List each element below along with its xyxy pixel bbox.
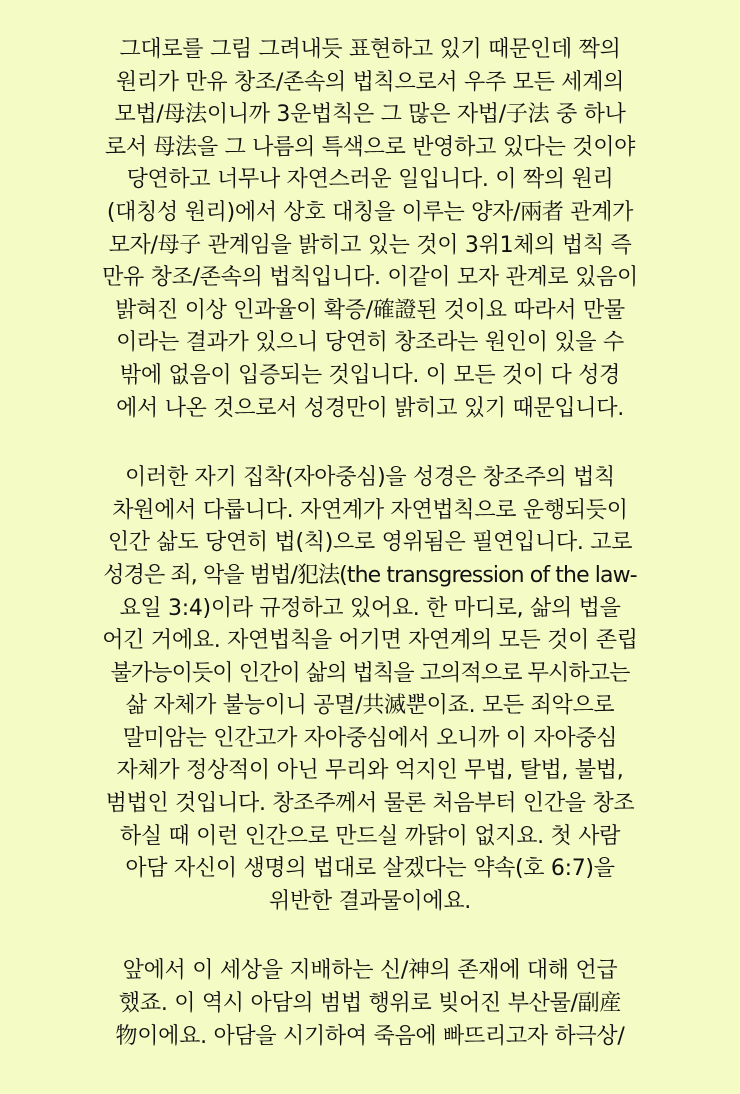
text-line: 요일 3:4)이라 규정하고 있어요. 한 마디로, 삶의 법을 [119, 595, 621, 621]
text-line: 자체가 정상적이 아닌 무리와 억지인 무법, 탈법, 불법, [116, 758, 624, 784]
text-line: 앞에서 이 세상을 지배하는 신/神의 존재에 대해 언급 [122, 958, 618, 984]
text-line: 차원에서 다룹니다. 자연계가 자연법칙으로 운행되듯이 [112, 497, 628, 523]
text-line: 위반한 결과물이에요. [269, 888, 471, 914]
text-line: 그대로를 그림 그려내듯 표현하고 있기 때문인데 짝의 [119, 37, 621, 62]
text-line: 이러한 자기 집착(자아중심)을 성경은 창조주의 법칙 [124, 465, 616, 491]
text-line: 모법/母法이니까 3운법칙은 그 많은 자법/子法 중 하나 [114, 102, 626, 128]
text-line: 밝혀진 이상 인과율이 확증/確證된 것이요 따라서 만물 [115, 297, 625, 323]
text-line: 모자/母子 관계임을 밝히고 있는 것이 3위1체의 법칙 즉 [108, 232, 632, 258]
text-line: 어긴 거에요. 자연법칙을 어기면 자연계의 모든 것이 존립 [102, 628, 638, 654]
text-line: 원리가 만유 창조/존속의 법칙으로서 우주 모든 세계의 [115, 69, 625, 95]
text-line: 말미암는 인간고가 자아중심에서 오니까 이 자아중심 [122, 725, 618, 751]
text-line: 밖에 없음이 입증되는 것입니다. 이 모든 것이 다 성경 [119, 362, 621, 388]
text-line: 성경은 죄, 악을 범법/犯法(the transgression of the law- [103, 562, 637, 588]
text-line: 로서 母法을 그 나름의 특색으로 반영하고 있다는 것이야 [104, 134, 636, 160]
text-line: 당연하고 너무나 자연스러운 일입니다. 이 짝의 원리 [126, 167, 614, 193]
text-line: 만유 창조/존속의 법칙입니다. 이같이 모자 관계로 있음이 [102, 265, 638, 291]
text-line: 인간 삶도 당연히 법(칙)으로 영위됨은 필연입니다. 고로 [107, 530, 633, 556]
text-line: 하실 때 이런 인간으로 만드실 까닭이 없지요. 첫 사람 [119, 823, 621, 849]
text-line: 아담 자신이 생명의 법대로 살겠다는 약속(호 6:7)을 [125, 856, 615, 882]
paragraph-1 [0, 34, 740, 425]
text-line: (대칭성 원리)에서 상호 대칭을 이루는 양자/兩者 관계가 [106, 199, 634, 225]
text-line: 했죠. 이 역시 아담의 범법 행위로 빚어진 부산물/副産 [118, 991, 622, 1017]
text-line: 삶 자체가 불능이니 공멸/共滅뿐이죠. 모든 죄악으로 [125, 693, 615, 719]
text-line: 이라는 결과가 있으니 당연히 창조라는 원인이 있을 수 [116, 330, 624, 356]
paragraph-2 [0, 462, 740, 918]
text-line: 物이에요. 아담을 시기하여 죽음에 빠뜨리고자 하극상/ [115, 1023, 625, 1049]
text-line: 범법인 것입니다. 창조주께서 물론 처음부터 인간을 창조 [105, 791, 635, 817]
paragraph-3 [0, 955, 740, 1053]
text-line: 불가능이듯이 인간이 삶의 법칙을 고의적으로 무시하고는 [110, 660, 630, 686]
text-line: 에서 나온 것으로서 성경만이 밝히고 있기 때문입니다. [116, 395, 624, 421]
